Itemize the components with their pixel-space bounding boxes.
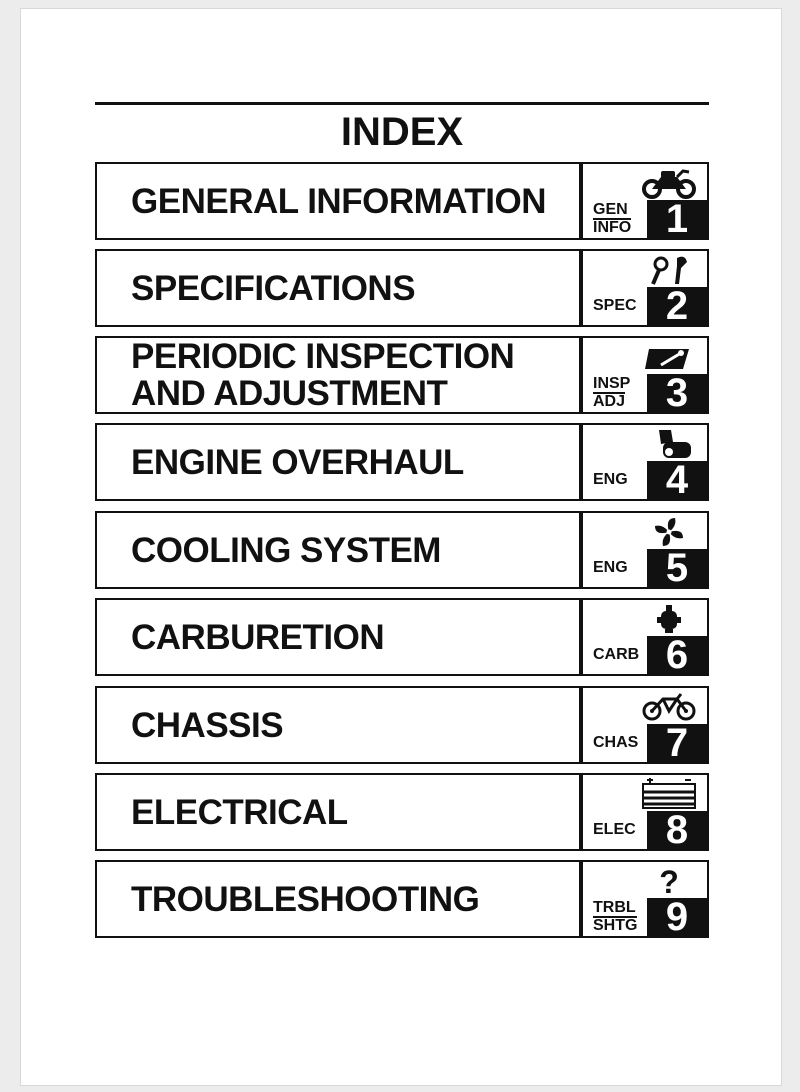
section-title-box <box>95 860 581 938</box>
section-tab[interactable] <box>581 336 709 414</box>
section-abbreviation <box>583 898 643 936</box>
section-title-line: PERIODIC INSPECTION <box>131 337 515 376</box>
section-title <box>131 338 571 412</box>
section-abbreviation <box>583 549 643 587</box>
section-title <box>131 862 571 936</box>
abbr-line: CHAS <box>593 734 639 751</box>
inspection-wrench-icon <box>637 340 701 374</box>
section-abbreviation <box>583 200 643 238</box>
section-number: 2 <box>647 287 707 325</box>
abbr-line: TRBL <box>593 899 636 916</box>
index-row-engine-overhaul[interactable] <box>95 423 709 501</box>
section-tab[interactable] <box>581 686 709 764</box>
section-title-box <box>95 162 581 240</box>
section-abbreviation <box>583 724 643 762</box>
section-tab[interactable] <box>581 249 709 327</box>
index-row-general-information[interactable] <box>95 162 709 240</box>
section-title <box>131 688 571 762</box>
section-tab[interactable] <box>581 860 709 938</box>
section-title-box <box>95 511 581 589</box>
section-number: 7 <box>647 724 707 762</box>
section-abbreviation <box>583 287 643 325</box>
section-abbreviation <box>583 374 643 412</box>
page-title: INDEX <box>340 110 464 154</box>
section-title-box <box>95 686 581 764</box>
section-title <box>131 600 571 674</box>
abbr-line: INFO <box>593 219 632 236</box>
section-tab[interactable] <box>581 162 709 240</box>
index-row-troubleshooting[interactable] <box>95 860 709 938</box>
section-title-line: CHASSIS <box>131 705 284 745</box>
section-number: 6 <box>647 636 707 674</box>
motorcycle-icon <box>637 166 701 200</box>
section-number: 5 <box>647 549 707 587</box>
svg-text:?: ? <box>659 865 679 897</box>
section-title-box <box>95 423 581 501</box>
section-title-line: CARBURETION <box>131 617 385 657</box>
section-title-box <box>95 336 581 414</box>
question-icon <box>637 864 701 898</box>
section-title-line: TROUBLESHOOTING <box>131 879 480 919</box>
section-number: 9 <box>647 898 707 936</box>
index-row-electrical[interactable] <box>95 773 709 851</box>
fan-icon <box>637 515 701 549</box>
section-tab[interactable] <box>581 423 709 501</box>
section-title-line: COOLING SYSTEM <box>131 530 441 570</box>
abbr-line: ENG <box>593 471 628 488</box>
section-title-box <box>95 773 581 851</box>
index-row-chassis[interactable] <box>95 686 709 764</box>
engine-icon <box>637 427 701 461</box>
abbr-line: INSP <box>593 375 631 392</box>
section-title-line: ELECTRICAL <box>131 792 348 832</box>
battery-icon <box>637 777 701 811</box>
section-title-line: GENERAL INFORMATION <box>131 181 547 221</box>
section-title <box>131 425 571 499</box>
section-title-line: SPECIFICATIONS <box>131 268 416 308</box>
section-tab[interactable] <box>581 511 709 589</box>
section-title-line: ENGINE OVERHAUL <box>131 442 464 482</box>
section-abbreviation <box>583 811 643 849</box>
abbr-line: SHTG <box>593 917 638 934</box>
section-abbreviation <box>583 636 643 674</box>
index-row-carburetion[interactable] <box>95 598 709 676</box>
section-abbreviation <box>583 461 643 499</box>
index-row-cooling-system[interactable] <box>95 511 709 589</box>
section-tab[interactable] <box>581 598 709 676</box>
section-title-box <box>95 249 581 327</box>
section-title <box>131 513 571 587</box>
section-number: 1 <box>647 200 707 238</box>
section-number: 3 <box>647 374 707 412</box>
abbr-line: CARB <box>593 646 640 663</box>
section-tab[interactable] <box>581 773 709 851</box>
section-title <box>131 251 571 325</box>
index-row-periodic-inspection[interactable] <box>95 336 709 414</box>
tools-icon <box>637 253 701 287</box>
carburetor-icon <box>637 602 701 636</box>
section-title <box>131 164 571 238</box>
abbr-line: ELEC <box>593 821 636 838</box>
section-title <box>131 775 571 849</box>
top-rule <box>95 102 709 105</box>
motorcycle-frame-icon <box>637 690 701 724</box>
section-number: 4 <box>647 461 707 499</box>
index-row-specifications[interactable] <box>95 249 709 327</box>
section-title-box <box>95 598 581 676</box>
abbr-line: ENG <box>593 559 628 576</box>
abbr-line: SPEC <box>593 297 637 314</box>
abbr-line: GEN <box>593 201 628 218</box>
abbr-line: ADJ <box>593 393 626 410</box>
section-title-line: AND ADJUSTMENT <box>131 374 448 413</box>
section-number: 8 <box>647 811 707 849</box>
